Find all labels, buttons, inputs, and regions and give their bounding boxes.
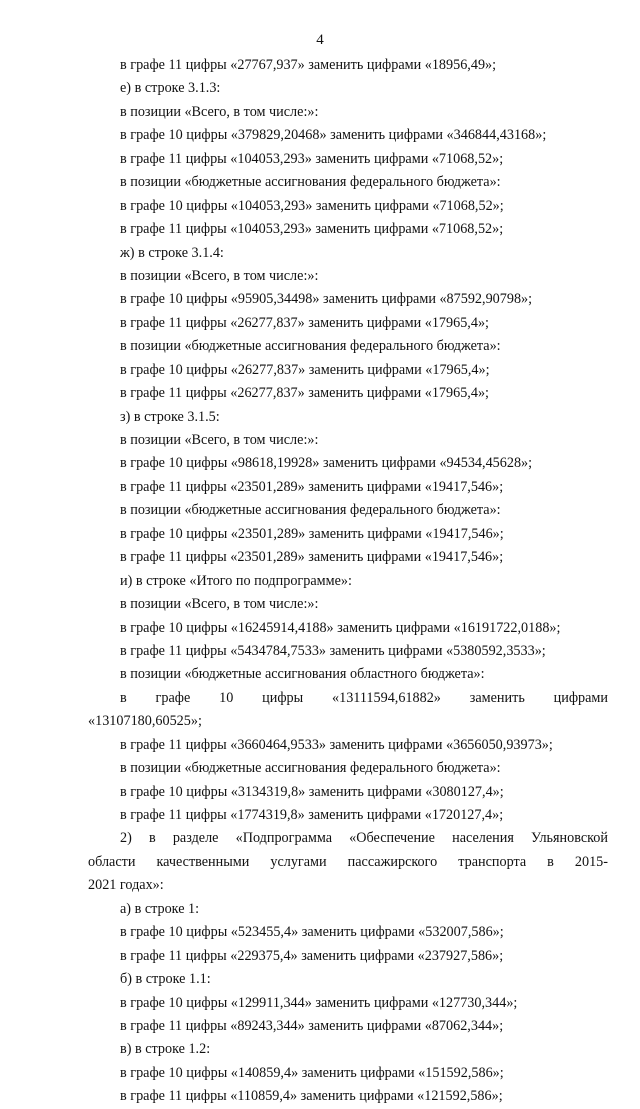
text-line: в позиции «Всего, в том числе:»: bbox=[120, 432, 319, 448]
text-line: в позиции «Всего, в том числе:»: bbox=[120, 267, 319, 284]
text-line: в графе 11 цифры «23501,289» заменить цифрами «19417,546»; bbox=[120, 478, 504, 495]
text-line: в графе 11 цифры «89243,344» заменить цифрами «87062,344»; bbox=[120, 1017, 504, 1034]
text-line: в позиции «бюджетные ассигнования федерального бюджета»: bbox=[120, 502, 501, 519]
text-line: области качественными услугами пассажирского транспорта в 2015- bbox=[88, 853, 608, 870]
text-line: з) в строке 3.1.5: bbox=[120, 408, 220, 425]
text-line: в) в строке 1.2: bbox=[120, 1041, 211, 1058]
document-body bbox=[88, 54, 608, 1109]
text-line: в графе 11 цифры «229375,4» заменить цифрами «237927,586»; bbox=[120, 947, 504, 964]
text-line: «13107180,60525»; bbox=[88, 713, 202, 730]
text-line: в графе 10 цифры «523455,4» заменить цифрами «532007,586»; bbox=[120, 924, 504, 941]
text-line: в графе 11 цифры «27767,937» заменить цифрами «18956,49»; bbox=[120, 57, 497, 73]
text-line: в позиции «бюджетные ассигнования федерального бюджета»: bbox=[120, 338, 501, 355]
text-line: в графе 10 цифры «129911,344» заменить цифрами «127730,344»; bbox=[120, 994, 518, 1011]
text-line: в графе 11 цифры «26277,837» заменить цифрами «17965,4»; bbox=[120, 314, 489, 331]
text-line: и) в строке «Итого по подпрограмме»: bbox=[120, 572, 352, 589]
text-line: в графе 10 цифры «23501,289» заменить цифрами «19417,546»; bbox=[120, 525, 504, 542]
text-line: в графе 11 цифры «104053,293» заменить цифрами «71068,52»; bbox=[120, 221, 504, 238]
text-line: в графе 10 цифры «98618,19928» заменить цифрами «94534,45628»; bbox=[120, 455, 533, 472]
text-line: в графе 10 цифры «140859,4» заменить цифрами «151592,586»; bbox=[120, 1064, 504, 1081]
text-line: в графе 10 цифры «379829,20468» заменить цифрами «346844,43168»; bbox=[120, 127, 547, 144]
text-line: в позиции «бюджетные ассигнования областного бюджета»: bbox=[120, 666, 485, 683]
text-line: в графе 10 цифры «16245914,4188» заменить цифрами «16191722,0188»; bbox=[120, 619, 561, 636]
page-number: 4 bbox=[316, 32, 324, 48]
text-line: б) в строке 1.1: bbox=[120, 971, 211, 988]
text-line: в графе 10 цифры «104053,293» заменить цифрами «71068,52»; bbox=[120, 197, 504, 214]
text-line: в графе 11 цифры «26277,837» заменить цифрами «17965,4»; bbox=[120, 385, 489, 402]
text-line: в графе 11 цифры «110859,4» заменить цифрами «121592,586»; bbox=[120, 1088, 503, 1105]
text-line: в графе 11 цифры «23501,289» заменить цифрами «19417,546»; bbox=[120, 549, 504, 566]
text-line: а) в строке 1: bbox=[120, 900, 200, 917]
text-line: в графе 11 цифры «3660464,9533» заменить цифрами «3656050,93973»; bbox=[120, 736, 553, 753]
text-line: в графе 10 цифры «3134319,8» заменить цифрами «3080127,4»; bbox=[120, 783, 504, 800]
text-line: в позиции «бюджетные ассигнования федерального бюджета»: bbox=[120, 760, 501, 777]
text-line: в позиции «Всего, в том числе:»: bbox=[120, 596, 319, 613]
text-line: в графе 11 цифры «1774319,8» заменить цифрами «1720127,4»; bbox=[120, 807, 504, 823]
text-line: в позиции «бюджетные ассигнования федерального бюджета»: bbox=[120, 174, 501, 191]
text-line: 2) в разделе «Подпрограмма «Обеспечение населения Ульяновской bbox=[120, 830, 608, 847]
text-line: в графе 11 цифры «5434784,7533» заменить цифрами «5380592,3533»; bbox=[120, 642, 546, 659]
text-line: ж) в строке 3.1.4: bbox=[120, 244, 224, 261]
text-line: в графе 11 цифры «104053,293» заменить цифрами «71068,52»; bbox=[120, 150, 504, 167]
text-line: 2021 годах»: bbox=[88, 877, 164, 894]
text-line: в позиции «Всего, в том числе:»: bbox=[120, 103, 319, 120]
text-line: в графе 10 цифры «13111594,61882» заменить цифрами bbox=[120, 689, 608, 706]
text-line: в графе 10 цифры «26277,837» заменить цифрами «17965,4»; bbox=[120, 361, 490, 378]
text-line: в графе 10 цифры «95905,34498» заменить цифрами «87592,90798»; bbox=[120, 291, 533, 308]
text-line: е) в строке 3.1.3: bbox=[120, 80, 221, 97]
